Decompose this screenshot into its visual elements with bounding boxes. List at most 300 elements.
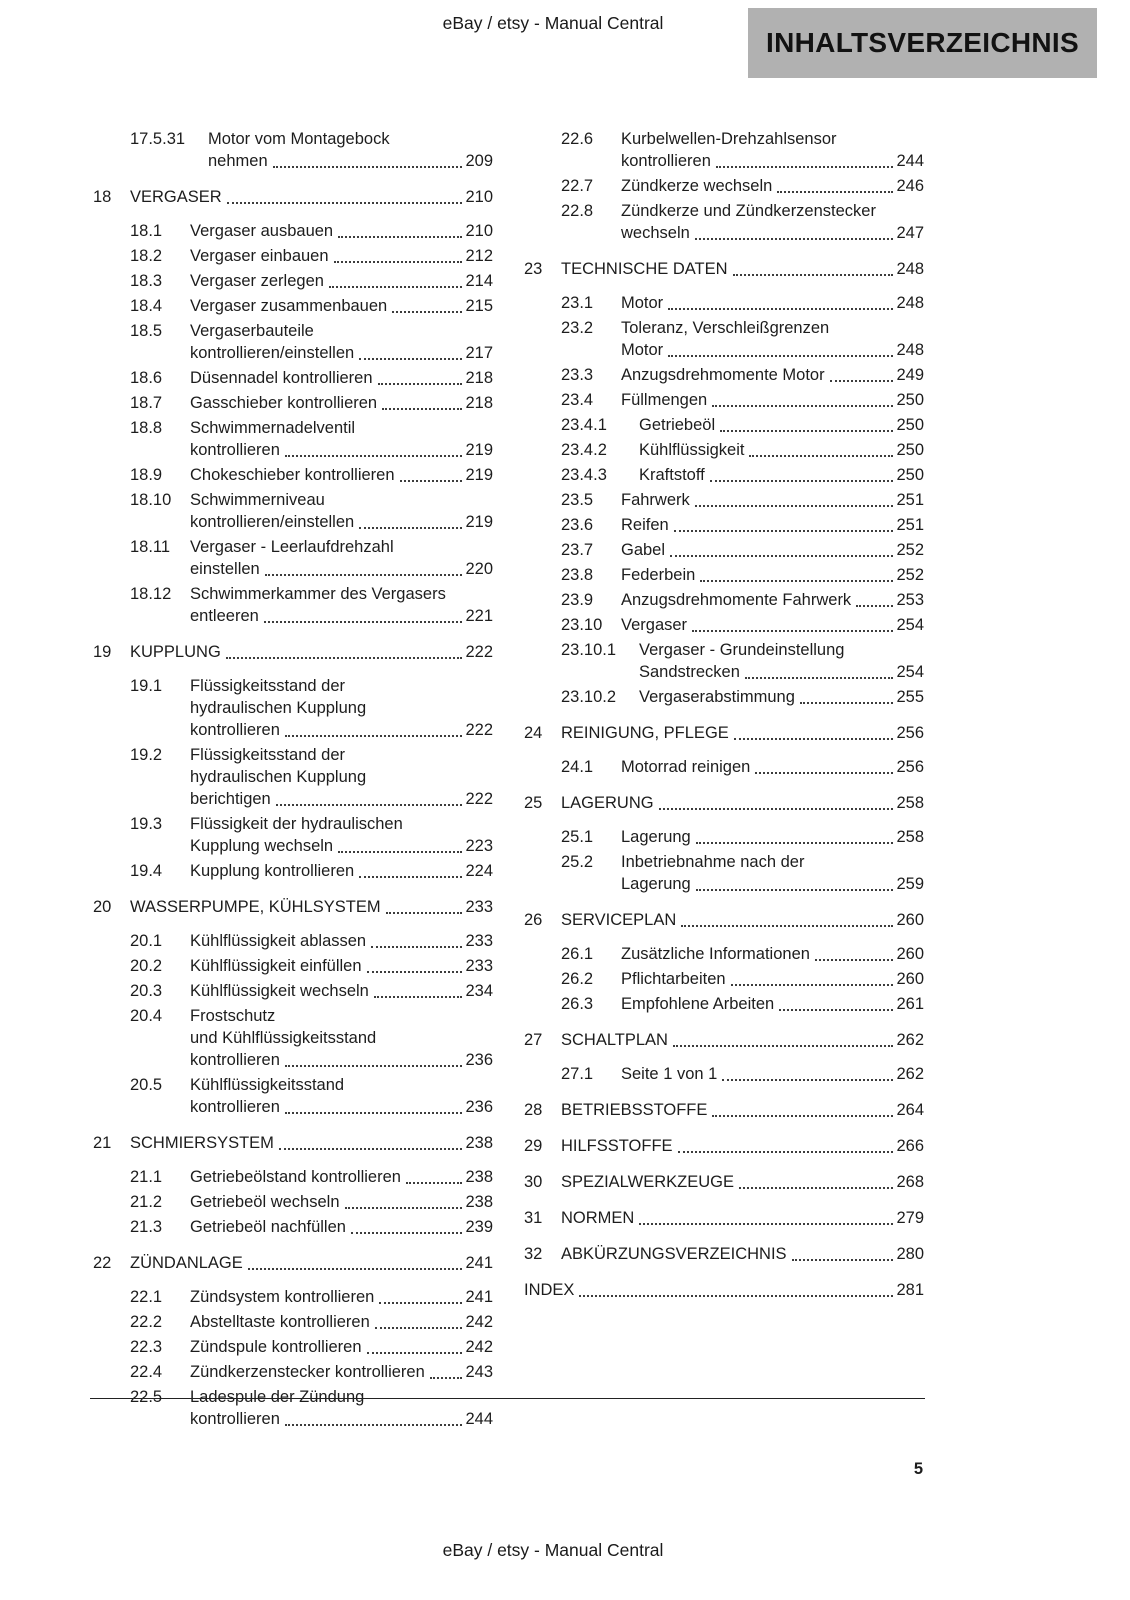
toc-entry-number: 18.10 — [130, 491, 172, 509]
toc-entry-last-line — [561, 1207, 924, 1229]
toc-entry-content — [190, 392, 493, 414]
toc-section-entry — [524, 589, 924, 611]
toc-entry-page-number: 244 — [465, 1410, 493, 1428]
toc-entry-number: 18.4 — [130, 297, 163, 315]
toc-entry-page-number: 233 — [465, 932, 493, 950]
toc-entry-content — [639, 464, 924, 486]
toc-entry-content — [190, 417, 493, 461]
toc-entry-number: 22.1 — [130, 1288, 163, 1306]
dotted-leader — [695, 505, 894, 507]
toc-entry-number: 18.6 — [130, 369, 163, 387]
toc-entry-content — [190, 955, 493, 977]
toc-entry-content — [190, 583, 493, 627]
toc-entry-title: INDEX — [524, 1281, 575, 1299]
toc-entry-page-number: 209 — [465, 152, 493, 170]
toc-entry-last-line — [621, 292, 924, 314]
dotted-leader — [670, 555, 893, 557]
toc-entry-title: Anzugsdrehmomente Fahrwerk — [621, 591, 852, 609]
toc-entry-number: 22.4 — [130, 1363, 163, 1381]
toc-entry-title: SERVICEPLAN — [561, 911, 677, 929]
toc-section-entry — [524, 639, 924, 683]
toc-entry-page-number: 219 — [465, 466, 493, 484]
toc-entry-last-line — [621, 614, 924, 636]
toc-entry-page-number: 222 — [465, 643, 493, 661]
toc-entry-page-number: 219 — [465, 513, 493, 531]
toc-entry-number: 23.7 — [561, 541, 594, 559]
toc-section-entry — [524, 564, 924, 586]
dotted-leader — [334, 261, 463, 263]
toc-entry-number: 22.2 — [130, 1313, 163, 1331]
toc-entry-number: 32 — [524, 1245, 543, 1263]
toc-entry-last-line — [561, 909, 924, 931]
toc-section-entry — [93, 536, 493, 580]
toc-entry-last-line — [524, 1279, 924, 1301]
toc-entry-page-number: 210 — [465, 222, 493, 240]
toc-entry-content — [561, 1171, 924, 1193]
toc-entry-title: Abstelltaste kontrollieren — [190, 1313, 370, 1331]
toc-entry-title: Gasschieber kontrollieren — [190, 394, 378, 412]
toc-entry-content — [190, 464, 493, 486]
toc-entry-page-number: 224 — [465, 862, 493, 880]
toc-entry-title: Federbein — [621, 566, 696, 584]
toc-section-entry — [93, 320, 493, 364]
toc-entry-title: SCHMIERSYSTEM — [130, 1134, 274, 1152]
toc-entry-content — [190, 1005, 493, 1071]
toc-section-entry — [524, 539, 924, 561]
toc-entry-page-number: 250 — [896, 391, 924, 409]
toc-entry-title: Getriebeöl nachfüllen — [190, 1218, 346, 1236]
toc-entry-last-line — [621, 756, 924, 778]
toc-entry-number: 23.10 — [561, 616, 603, 634]
toc-entry-number: 18.11 — [130, 538, 171, 556]
dotted-leader — [749, 455, 893, 457]
dotted-leader — [400, 480, 463, 482]
toc-entry-number: 23.2 — [561, 319, 594, 337]
toc-section-entry — [93, 1386, 493, 1430]
toc-entry-number: 22 — [93, 1254, 112, 1272]
toc-entry-page-number: 259 — [896, 875, 924, 893]
toc-entry-page-number: 222 — [465, 790, 493, 808]
toc-entry-number: 19.2 — [130, 746, 163, 764]
toc-entry-number: 31 — [524, 1209, 543, 1227]
toc-chapter-entry — [524, 792, 924, 814]
toc-section-entry — [93, 980, 493, 1002]
toc-entry-page-number: 242 — [465, 1338, 493, 1356]
toc-section-entry — [93, 860, 493, 882]
toc-entry-content — [639, 414, 924, 436]
toc-entry-title: Zündkerzenstecker kontrollieren — [190, 1363, 425, 1381]
toc-entry-content — [561, 1029, 924, 1051]
toc-entry-number: 22.5 — [130, 1388, 163, 1406]
toc-entry-page-number: 223 — [465, 837, 493, 855]
dotted-leader — [345, 1207, 463, 1209]
toc-entry-title-line: Toleranz, Verschleißgrenzen — [621, 319, 830, 337]
toc-entry-page-number: 250 — [896, 441, 924, 459]
toc-entry-last-line — [621, 222, 924, 244]
toc-entry-number: 19 — [93, 643, 112, 661]
toc-entry-content — [190, 295, 493, 317]
toc-entry-number: 20.5 — [130, 1076, 163, 1094]
toc-entry-last-line — [190, 605, 493, 627]
toc-entry-page-number: 242 — [465, 1313, 493, 1331]
toc-section-entry — [93, 1336, 493, 1358]
dotted-leader — [285, 1112, 463, 1114]
dotted-leader — [392, 311, 462, 313]
toc-entry-number: 18.1 — [130, 222, 163, 240]
toc-entry-number: 18.3 — [130, 272, 163, 290]
toc-entry-content — [208, 128, 493, 172]
toc-entry-page-number: 250 — [896, 416, 924, 434]
toc-entry-title: kontrollieren — [190, 721, 280, 739]
toc-entry-last-line — [190, 295, 493, 317]
toc-entry-last-line — [190, 930, 493, 952]
toc-entry-title: Vergaserabstimmung — [639, 688, 795, 706]
toc-chapter-entry — [93, 641, 493, 663]
toc-section-entry — [524, 439, 924, 461]
toc-entry-last-line — [190, 1216, 493, 1238]
toc-entry-page-number: 279 — [896, 1209, 924, 1227]
toc-entry-last-line — [621, 175, 924, 197]
toc-entry-title: Motor — [621, 294, 664, 312]
toc-entry-content — [524, 1279, 924, 1301]
toc-section-entry — [93, 489, 493, 533]
toc-entry-content — [190, 1336, 493, 1358]
toc-section-entry — [93, 270, 493, 292]
toc-entry-page-number: 239 — [465, 1218, 493, 1236]
toc-chapter-entry — [524, 1135, 924, 1157]
toc-entry-page-number: 219 — [465, 441, 493, 459]
toc-entry-title: Vergaser ausbauen — [190, 222, 334, 240]
toc-entry-content — [130, 186, 493, 208]
toc-entry-title: kontrollieren/einstellen — [190, 513, 355, 531]
toc-entry-content — [190, 367, 493, 389]
toc-entry-title: Kühlflüssigkeit einfüllen — [190, 957, 362, 975]
toc-entry-content — [190, 1074, 493, 1118]
toc-entry-content — [639, 686, 924, 708]
toc-entry-title: Reifen — [621, 516, 669, 534]
toc-entry-title: Kühlflüssigkeit ablassen — [190, 932, 367, 950]
toc-entry-last-line — [130, 1252, 493, 1274]
dotted-leader — [371, 946, 462, 948]
toc-entry-number: 26 — [524, 911, 543, 929]
toc-section-entry — [93, 1074, 493, 1118]
toc-section-entry — [524, 489, 924, 511]
toc-entry-last-line — [130, 641, 493, 663]
toc-section-entry — [93, 1361, 493, 1383]
toc-entry-last-line — [639, 686, 924, 708]
toc-chapter-entry — [93, 1252, 493, 1274]
toc-entry-content — [190, 320, 493, 364]
header-title: eBay / etsy - Manual Central — [442, 13, 664, 33]
toc-entry-title: Zündkerze wechseln — [621, 177, 773, 195]
toc-entry-title-line: Schwimmernadelventil — [190, 419, 356, 437]
toc-entry-title: WASSERPUMPE, KÜHLSYSTEM — [130, 898, 381, 916]
toc-entry-title: Anzugsdrehmomente Motor — [621, 366, 825, 384]
toc-section-entry — [93, 392, 493, 414]
toc-entry-last-line — [621, 1063, 924, 1085]
toc-entry-last-line — [190, 464, 493, 486]
toc-entry-page-number: 217 — [465, 344, 493, 362]
toc-entry-title: nehmen — [208, 152, 268, 170]
toc-entry-number: 23.6 — [561, 516, 594, 534]
toc-section-entry — [524, 826, 924, 848]
toc-entry-title: Fahrwerk — [621, 491, 690, 509]
toc-section-entry — [93, 813, 493, 857]
toc-entry-page-number: 256 — [896, 724, 924, 742]
toc-entry-page-number: 222 — [465, 721, 493, 739]
toc-entry-page-number: 252 — [896, 541, 924, 559]
toc-entry-content — [621, 175, 924, 197]
toc-entry-last-line — [561, 1135, 924, 1157]
toc-entry-content — [621, 128, 924, 172]
toc-entry-page-number: 248 — [896, 294, 924, 312]
dotted-leader — [681, 925, 893, 927]
toc-entry-number: 20 — [93, 898, 112, 916]
toc-entry-title: Lagerung — [621, 828, 691, 846]
toc-entry-content — [621, 968, 924, 990]
toc-entry-last-line — [130, 896, 493, 918]
toc-entry-last-line — [621, 873, 924, 895]
toc-section-entry — [93, 744, 493, 810]
toc-section-entry — [93, 955, 493, 977]
toc-entry-content — [190, 1286, 493, 1308]
toc-entry-last-line — [561, 258, 924, 280]
toc-entry-title: Kraftstoff — [639, 466, 705, 484]
toc-entry-title: Vergaser zusammenbauen — [190, 297, 388, 315]
toc-entry-number: 22.6 — [561, 130, 594, 148]
dotted-leader — [830, 380, 894, 382]
toc-entry-content — [621, 614, 924, 636]
toc-entry-content — [621, 826, 924, 848]
toc-entry-number: 18.8 — [130, 419, 163, 437]
toc-entry-title-line: und Kühlflüssigkeitsstand — [190, 1029, 377, 1047]
toc-entry-content — [621, 993, 924, 1015]
dotted-leader — [792, 1259, 894, 1261]
dotted-leader — [430, 1377, 463, 1379]
dotted-leader — [329, 286, 463, 288]
toc-entry-page-number: 221 — [465, 607, 493, 625]
toc-entry-content — [190, 860, 493, 882]
toc-entry-content — [130, 896, 493, 918]
toc-entry-last-line — [190, 860, 493, 882]
toc-entry-title: ABKÜRZUNGSVERZEICHNIS — [561, 1245, 787, 1263]
toc-entry-content — [190, 1386, 493, 1430]
toc-section-entry — [93, 1286, 493, 1308]
toc-entry-title: Lagerung — [621, 875, 691, 893]
dotted-leader — [248, 1268, 463, 1270]
toc-entry-page-number: 252 — [896, 566, 924, 584]
toc-section-entry — [93, 930, 493, 952]
toc-entry-number: 23.4.1 — [561, 416, 607, 434]
toc-entry-title: Pflichtarbeiten — [621, 970, 726, 988]
toc-entry-page-number: 249 — [896, 366, 924, 384]
toc-entry-page-number: 258 — [896, 794, 924, 812]
toc-entry-content — [621, 539, 924, 561]
toc-entry-last-line — [190, 1166, 493, 1188]
toc-entry-page-number: 280 — [896, 1245, 924, 1263]
toc-entry-number: 23.3 — [561, 366, 594, 384]
toc-section-entry — [524, 756, 924, 778]
toc-entry-title: Zündsystem kontrollieren — [190, 1288, 375, 1306]
dotted-leader — [285, 1065, 463, 1067]
dotted-leader — [386, 912, 463, 914]
toc-entry-page-number: 264 — [896, 1101, 924, 1119]
toc-entry-content — [190, 1311, 493, 1333]
toc-entry-title: REINIGUNG, PFLEGE — [561, 724, 729, 742]
toc-entry-last-line — [190, 558, 493, 580]
toc-entry-page-number: 243 — [465, 1363, 493, 1381]
toc-entry-content — [190, 980, 493, 1002]
toc-section-entry — [93, 583, 493, 627]
dotted-leader — [226, 657, 463, 659]
footer-divider — [90, 1398, 925, 1399]
dotted-leader — [696, 842, 894, 844]
dotted-leader — [692, 630, 893, 632]
toc-entry-content — [621, 489, 924, 511]
dotted-leader — [285, 735, 463, 737]
toc-entry-content — [621, 564, 924, 586]
toc-entry-number: 18.7 — [130, 394, 163, 412]
toc-entry-title-line: Motor vom Montagebock — [208, 130, 390, 148]
toc-entry-title-line: Vergaserbauteile — [190, 322, 314, 340]
toc-entry-title: SCHALTPLAN — [561, 1031, 668, 1049]
dotted-leader — [359, 358, 462, 360]
dotted-leader — [800, 702, 894, 704]
toc-entry-last-line — [190, 980, 493, 1002]
toc-entry-content — [561, 1207, 924, 1229]
toc-entry-title-line: Schwimmerniveau — [190, 491, 325, 509]
toc-chapter-entry — [524, 1243, 924, 1265]
toc-section-entry — [524, 1063, 924, 1085]
toc-entry-last-line — [561, 722, 924, 744]
toc-entry-title: berichtigen — [190, 790, 271, 808]
toc-entry-title: Düsennadel kontrollieren — [190, 369, 373, 387]
toc-entry-number: 24 — [524, 724, 543, 742]
dotted-leader — [700, 580, 893, 582]
toc-entry-last-line — [190, 439, 493, 461]
toc-entry-last-line — [621, 993, 924, 1015]
toc-entry-page-number: 266 — [896, 1137, 924, 1155]
toc-entry-number: 23.5 — [561, 491, 594, 509]
toc-entry-last-line — [621, 389, 924, 411]
toc-chapter-entry — [524, 258, 924, 280]
toc-section-entry — [524, 128, 924, 172]
toc-entry-last-line — [561, 1171, 924, 1193]
toc-section-entry — [93, 417, 493, 461]
toc-entry-page-number: 241 — [465, 1288, 493, 1306]
toc-entry-page-number: 253 — [896, 591, 924, 609]
toc-entry-page-number: 258 — [896, 828, 924, 846]
toc-entry-last-line — [190, 1096, 493, 1118]
toc-entry-last-line — [190, 270, 493, 292]
toc-entry-last-line — [190, 1191, 493, 1213]
toc-entry-content — [561, 1099, 924, 1121]
toc-entry-number: 18.9 — [130, 466, 163, 484]
toc-entry-last-line — [621, 589, 924, 611]
toc-entry-last-line — [190, 1408, 493, 1430]
dotted-leader — [668, 355, 893, 357]
toc-section-entry — [93, 1216, 493, 1238]
toc-entry-title-line: Kühlflüssigkeitsstand — [190, 1076, 345, 1094]
toc-entry-number: 23.10.1 — [561, 641, 617, 659]
toc-chapter-entry — [93, 896, 493, 918]
toc-section-entry — [524, 414, 924, 436]
toc-entry-page-number: 236 — [465, 1051, 493, 1069]
toc-entry-number: 20.1 — [130, 932, 163, 950]
toc-entry-title-line: Frostschutz — [190, 1007, 276, 1025]
toc-entry-title: kontrollieren — [190, 1098, 280, 1116]
toc-entry-last-line — [190, 245, 493, 267]
dotted-leader — [338, 851, 462, 853]
toc-entry-last-line — [190, 955, 493, 977]
dotted-leader — [367, 971, 463, 973]
dotted-leader — [668, 308, 893, 310]
toc-entry-number: 25.2 — [561, 853, 594, 871]
toc-section-entry — [524, 464, 924, 486]
toc-entry-title-line: Flüssigkeit der hydraulischen — [190, 815, 403, 833]
toc-entry-page-number: 251 — [896, 491, 924, 509]
dotted-leader — [273, 166, 463, 168]
toc-entry-title-line: Flüssigkeitsstand der — [190, 746, 345, 764]
toc-entry-number: 29 — [524, 1137, 543, 1155]
toc-entry-page-number: 212 — [465, 247, 493, 265]
dotted-leader — [406, 1182, 463, 1184]
dotted-leader — [734, 738, 894, 740]
toc-section-entry — [93, 1191, 493, 1213]
dotted-leader — [777, 191, 893, 193]
dotted-leader — [712, 1115, 893, 1117]
dotted-leader — [856, 605, 893, 607]
toc-entry-title: wechseln — [621, 224, 690, 242]
toc-entry-title: kontrollieren — [621, 152, 711, 170]
toc-chapter-entry — [524, 722, 924, 744]
toc-entry-page-number: 281 — [896, 1281, 924, 1299]
toc-entry-page-number: 246 — [896, 177, 924, 195]
toc-entry-content — [621, 364, 924, 386]
toc-entry-page-number: 254 — [896, 663, 924, 681]
toc-entry-last-line — [190, 1336, 493, 1358]
toc-entry-content — [130, 1252, 493, 1274]
toc-entry-last-line — [621, 514, 924, 536]
toc-entry-last-line — [561, 1029, 924, 1051]
toc-entry-page-number: 255 — [896, 688, 924, 706]
toc-entry-last-line — [621, 826, 924, 848]
toc-entry-title: Vergaser zerlegen — [190, 272, 324, 290]
toc-chapter-entry — [524, 1171, 924, 1193]
toc-entry-last-line — [190, 511, 493, 533]
toc-entry-number: 20.4 — [130, 1007, 163, 1025]
toc-entry-title-line: hydraulischen Kupplung — [190, 768, 367, 786]
toc-entry-page-number: 233 — [465, 898, 493, 916]
toc-entry-content — [561, 792, 924, 814]
toc-entry-page-number: 244 — [896, 152, 924, 170]
toc-entry-title: kontrollieren — [190, 1410, 280, 1428]
toc-entry-last-line — [130, 186, 493, 208]
toc-entry-last-line — [621, 489, 924, 511]
toc-entry-title: Füllmengen — [621, 391, 708, 409]
dotted-leader — [722, 1079, 893, 1081]
dotted-leader — [338, 236, 462, 238]
toc-entry-content — [621, 943, 924, 965]
toc-entry-title: kontrollieren — [190, 1051, 280, 1069]
toc-entry-last-line — [621, 364, 924, 386]
toc-entry-content — [621, 1063, 924, 1085]
toc-entry-page-number: 218 — [465, 394, 493, 412]
toc-section-entry — [524, 943, 924, 965]
toc-entry-title: Getriebeöl — [639, 416, 716, 434]
toc-entry-content — [561, 1135, 924, 1157]
toc-entry-last-line — [621, 564, 924, 586]
